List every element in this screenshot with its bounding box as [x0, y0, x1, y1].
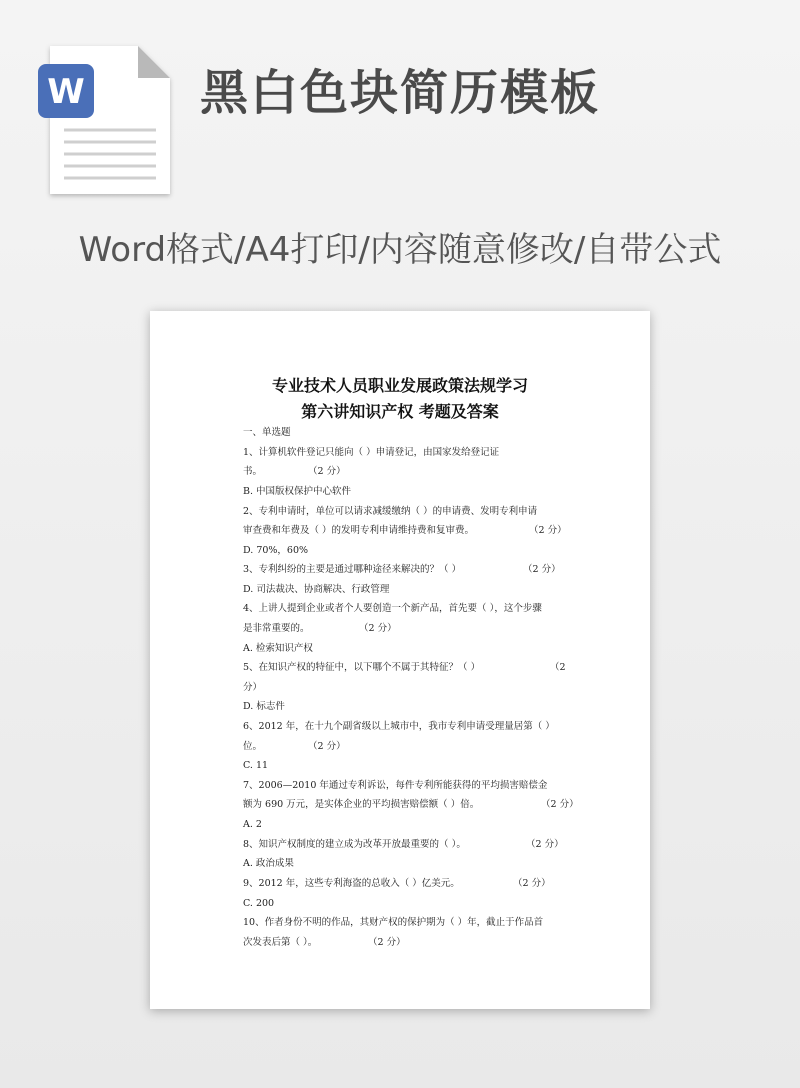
- question-line: [243, 447, 565, 459]
- question-text: 2、专利申请时，单位可以请求减缓缴纳（ ）的申请费、发明专利申请: [243, 506, 538, 517]
- question-line: [243, 858, 565, 870]
- question-text: 次发表后第（ ）。: [243, 937, 318, 948]
- question-text: 9、2012 年，这些专利海盗的总收入（ ）亿美元。: [243, 878, 460, 889]
- question-line: [243, 623, 565, 635]
- question-text: 一、单选题: [243, 427, 291, 438]
- question-line: [243, 799, 579, 811]
- subtitle: Word格式/A4打印/内容随意修改/自带公式: [78, 230, 722, 270]
- question-line: [243, 584, 565, 596]
- question-line: [243, 780, 565, 792]
- score-label: （2 分）: [308, 466, 346, 477]
- score-label: （2 分）: [523, 564, 561, 575]
- question-line: [243, 741, 565, 753]
- question-line: [243, 525, 565, 537]
- score-label: （2 分）: [359, 623, 397, 634]
- question-text: A. 检索知识产权: [243, 643, 313, 654]
- question-text: C. 200: [243, 898, 275, 909]
- question-line: [243, 564, 565, 576]
- question-text: 7、2006—2010 年通过专利诉讼，每件专利所能获得的平均损害赔偿金: [243, 780, 548, 791]
- question-text: 8、知识产权制度的建立成为改革开放最重要的（ ）。: [243, 839, 466, 850]
- score-label: （2 分）: [308, 741, 346, 752]
- question-text: 1、计算机软件登记只能向（ ）申请登记，由国家发给登记证: [243, 447, 500, 458]
- question-line: [243, 603, 565, 615]
- question-text: C. 11: [243, 760, 269, 771]
- question-text: A. 政治成果: [243, 858, 294, 869]
- question-text: A. 2: [243, 819, 262, 830]
- document-title-line-1: 专业技术人员职业发展政策法规学习: [271, 376, 528, 395]
- question-text: 6、2012 年，在十九个副省级以上城市中，我市专利申请受理量居第（ ）: [243, 721, 555, 732]
- score-label: （2 分）: [513, 878, 551, 889]
- question-line: [243, 878, 565, 890]
- question-text: 是非常重要的。: [243, 623, 310, 634]
- question-text: D. 标志件: [243, 701, 285, 712]
- question-line: [243, 839, 565, 851]
- question-text: 分）: [243, 682, 263, 693]
- question-line: [243, 721, 565, 733]
- page-title: 黑白色块简历模板: [200, 65, 601, 121]
- question-text: 额为 690 万元，是实体企业的平均损害赔偿额（ ）倍。: [243, 799, 480, 810]
- question-text: 书。: [243, 466, 263, 477]
- score-label: （2 分）: [368, 937, 406, 948]
- question-line: [243, 506, 565, 518]
- question-line: [243, 486, 565, 498]
- question-text: B. 中国版权保护中心软件: [243, 486, 352, 497]
- question-text: 审查费和年费及（ ）的发明专利申请维持费和复审费。: [243, 525, 475, 536]
- question-text: 3、专利纠纷的主要是通过哪种途径来解决的？（ ）: [243, 564, 462, 575]
- document-preview: [150, 311, 650, 1009]
- question-line: [243, 427, 565, 439]
- document-title-line-2: 第六讲知识产权 考题及答案: [301, 402, 499, 421]
- question-line: [243, 545, 565, 557]
- score-label: （2 分）: [541, 799, 579, 810]
- word-letter: W: [47, 72, 85, 112]
- question-text: D. 70%，60%: [243, 545, 309, 556]
- question-text: 4、上讲人提到企业或者个人要创造一个新产品，首先要（ ），这个步骤: [243, 603, 542, 614]
- question-text: 5、在知识产权的特征中，以下哪个不属于其特征？（ ）: [243, 662, 481, 673]
- question-line: [243, 662, 565, 674]
- word-document-icon: [38, 44, 172, 198]
- question-line: [243, 682, 565, 694]
- question-line: [243, 898, 565, 910]
- question-line: [243, 760, 565, 772]
- question-line: [243, 937, 565, 949]
- question-text: 10、作者身份不明的作品，其财产权的保护期为（ ）年，截止于作品首: [243, 917, 544, 928]
- question-line: [243, 643, 565, 655]
- question-line: [243, 701, 565, 713]
- question-text: 位。: [243, 741, 263, 752]
- score-label: （2: [550, 662, 566, 673]
- question-text: D. 司法裁决、协商解决、行政管理: [243, 584, 390, 595]
- question-line: [243, 819, 565, 831]
- question-line: [243, 466, 565, 478]
- score-label: （2 分）: [529, 525, 567, 536]
- score-label: （2 分）: [526, 839, 564, 850]
- question-line: [243, 917, 565, 929]
